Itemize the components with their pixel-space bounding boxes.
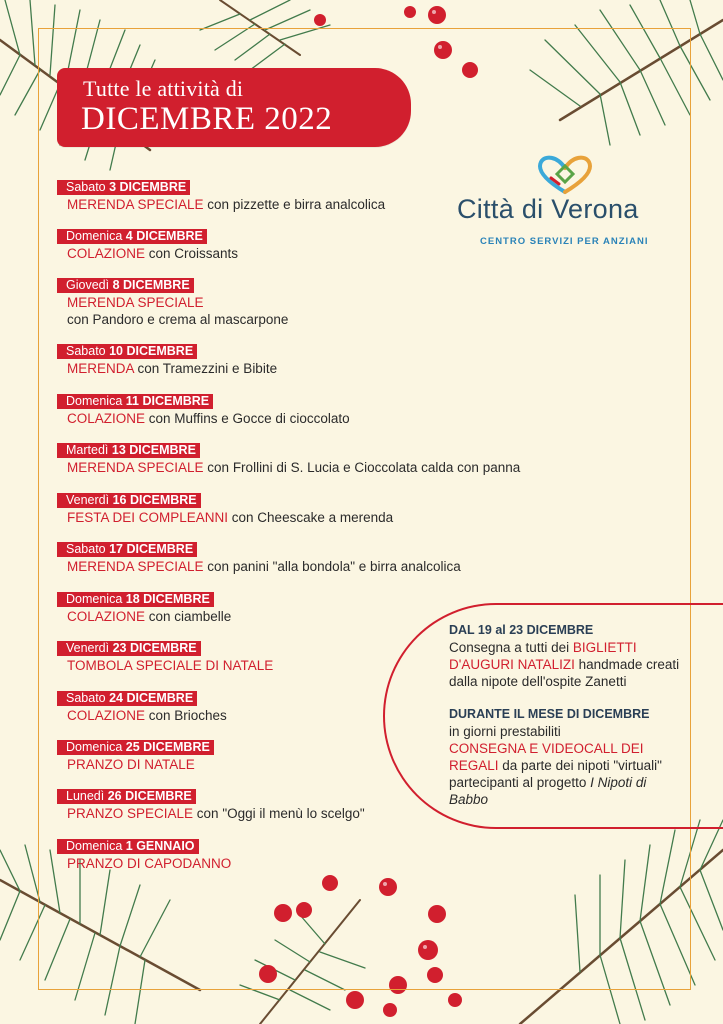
event-item (57, 392, 617, 427)
event-description: MERENDA SPECIALE (67, 295, 204, 310)
event-description: PRANZO SPECIALE con "Oggi il menù lo scelgo" (67, 806, 365, 821)
event-description: TOMBOLA SPECIALE DI NATALE (67, 658, 274, 673)
event-description: MERENDA SPECIALE con panini "alla bondola" e birra analcolica (67, 559, 461, 574)
event-item (57, 540, 617, 575)
logo-subtitle: CENTRO SERVIZI PER ANZIANI (480, 236, 649, 247)
side-info-text (449, 622, 689, 808)
event-item (57, 441, 617, 476)
title-line-1: Tutte le attività di (83, 76, 244, 101)
event-description-line-2: con Pandoro e crema al mascarpone (67, 312, 289, 327)
event-description: COLAZIONE con Brioches (67, 708, 227, 723)
date-badge: Domenica 18 DICEMBRE (57, 592, 214, 607)
date-badge: Martedì 13 DICEMBRE (57, 443, 200, 458)
date-badge: Giovedì 8 DICEMBRE (57, 278, 194, 293)
event-description: COLAZIONE con Croissants (67, 246, 239, 261)
date-badge: Venerdì 23 DICEMBRE (57, 641, 201, 656)
event-item (57, 491, 617, 526)
date-badge: Domenica 4 DICEMBRE (57, 229, 207, 244)
event-item (57, 342, 617, 377)
event-description: COLAZIONE con Muffins e Gocce di cioccolato (67, 411, 350, 426)
event-description: FESTA DEI COMPLEANNI con Cheescake a merenda (67, 510, 394, 525)
side-paragraph-2: in giorni prestabiliti CONSEGNA E VIDEOCALL DEI REGALI da parte dei nipoti "virtuali" partecipanti al progetto I Nipoti di Babbo (449, 724, 662, 807)
event-description: COLAZIONE con ciambelle (67, 609, 232, 624)
event-item (57, 276, 617, 328)
title-line-2: DICEMBRE 2022 (81, 101, 333, 137)
side-paragraph-1: Consegna a tutti dei BIGLIETTI D'AUGURI NATALIZI handmade creati dalla nipote dell'ospite Zanetti (449, 640, 680, 689)
date-badge: Sabato 24 DICEMBRE (57, 691, 197, 706)
date-badge: Lunedì 26 DICEMBRE (57, 789, 196, 804)
event-description: MERENDA SPECIALE con Frollini di S. Lucia e Cioccolata calda con panna (67, 460, 521, 475)
date-badge: Sabato 3 DICEMBRE (57, 180, 190, 195)
side-heading-2: DURANTE IL MESE DI DICEMBRE (449, 707, 650, 721)
date-badge: Domenica 25 DICEMBRE (57, 740, 214, 755)
event-description: PRANZO DI CAPODANNO (67, 856, 232, 871)
side-heading-1: DAL 19 al 23 DICEMBRE (449, 623, 594, 637)
date-badge: Domenica 11 DICEMBRE (57, 394, 213, 409)
date-badge: Domenica 1 GENNAIO (57, 839, 199, 854)
event-description: PRANZO DI NATALE (67, 757, 195, 772)
title-banner (57, 68, 411, 147)
date-badge: Sabato 10 DICEMBRE (57, 344, 197, 359)
date-badge: Venerdì 16 DICEMBRE (57, 493, 201, 508)
date-badge: Sabato 17 DICEMBRE (57, 542, 197, 557)
event-item (57, 837, 617, 872)
event-description: MERENDA SPECIALE con pizzette e birra analcolica (67, 197, 386, 212)
event-description: MERENDA con Tramezzini e Bibite (67, 361, 278, 376)
event-item (57, 227, 617, 262)
event-item (57, 178, 617, 213)
logo-title: Città di Verona (457, 194, 639, 224)
